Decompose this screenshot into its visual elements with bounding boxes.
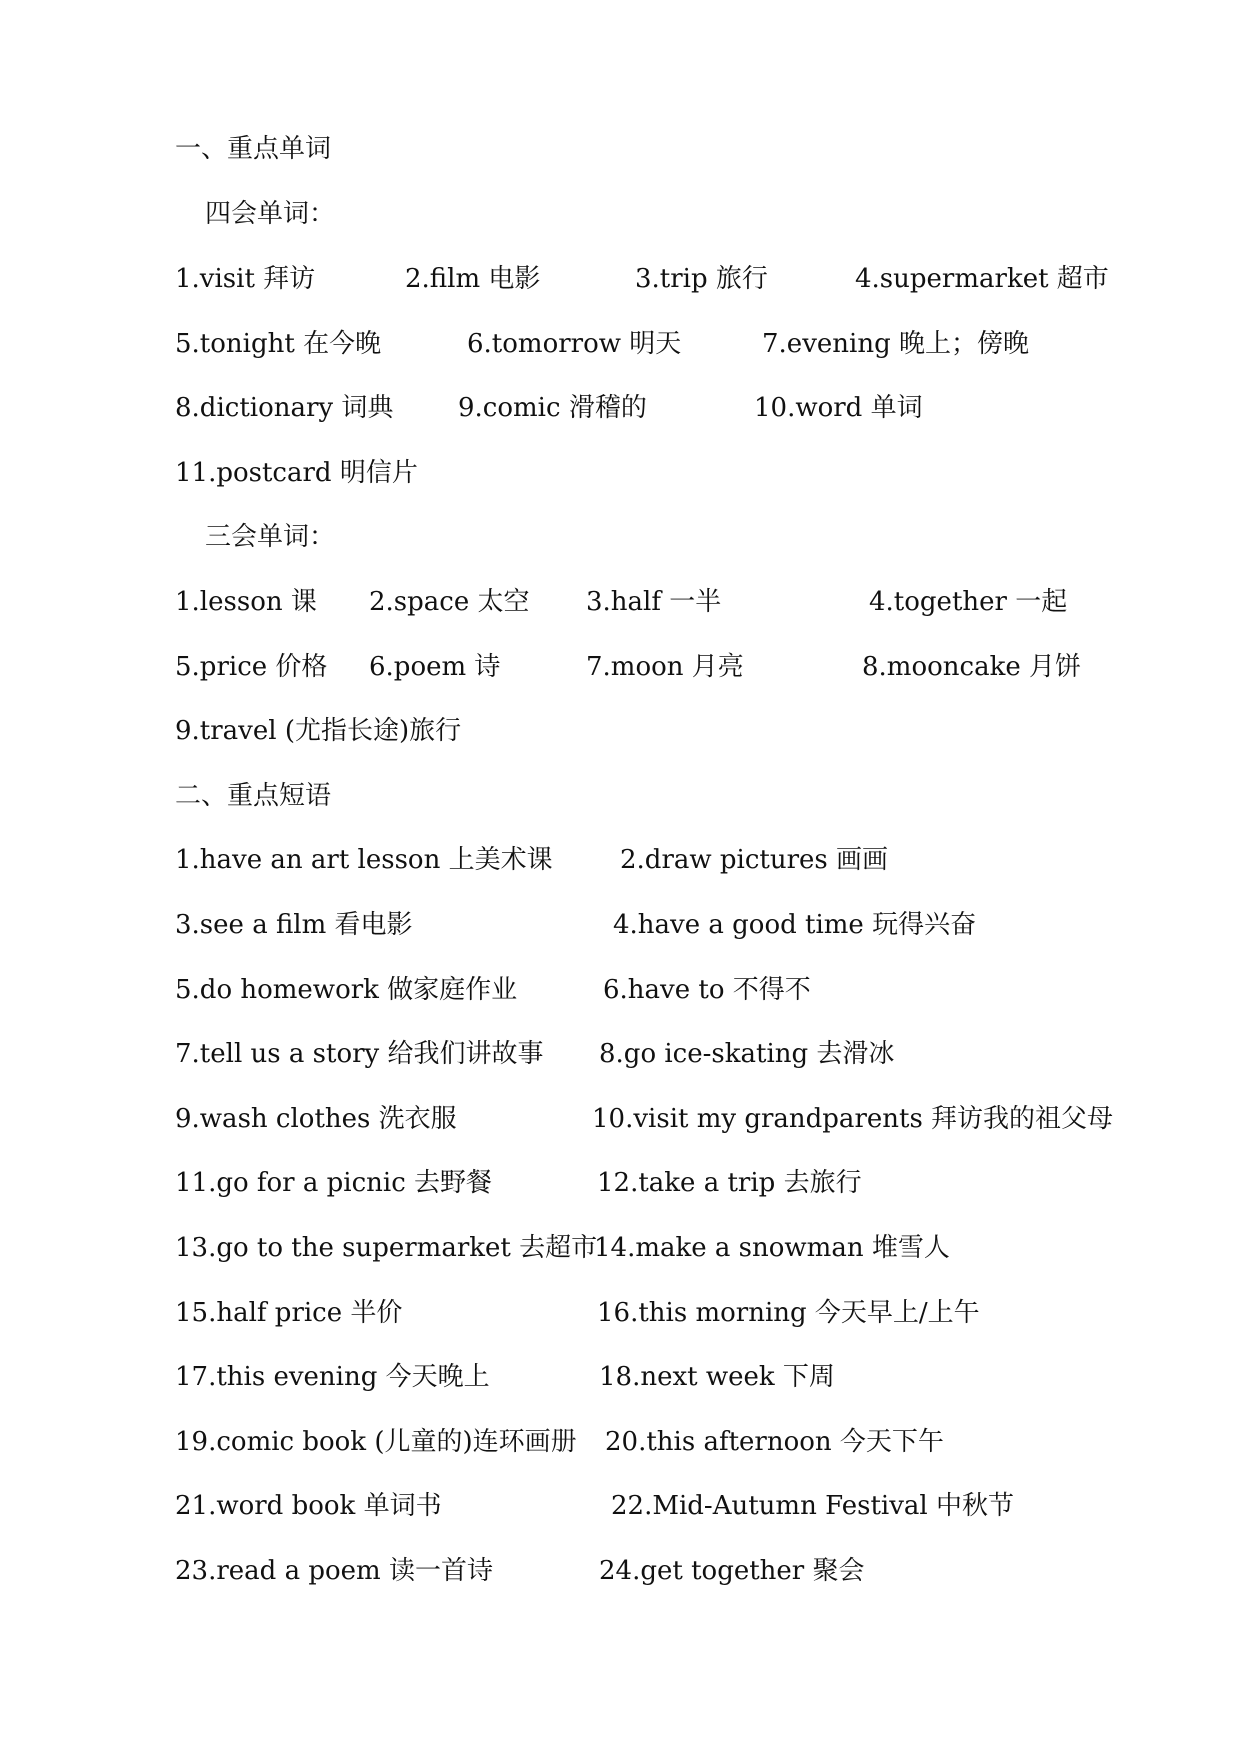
vocab-item: 4.supermarket 超市 xyxy=(855,264,1109,294)
vocab-item: 6.poem 诗 xyxy=(369,652,501,682)
vocab-row xyxy=(0,453,1241,493)
vocab-item: 6.tomorrow 明天 xyxy=(467,329,682,359)
subsection-heading xyxy=(0,517,1241,557)
section-heading xyxy=(0,776,1241,816)
phrase-item: 14.make a snowman 堆雪人 xyxy=(594,1233,950,1263)
vocab-item: 1.visit 拜访 xyxy=(175,264,316,294)
phrase-item: 11.go for a picnic 去野餐 xyxy=(175,1168,493,1198)
phrase-item: 2.draw pictures 画画 xyxy=(620,845,889,875)
vocab-item: 7.moon 月亮 xyxy=(586,652,744,682)
vocab-item: 3.half 一半 xyxy=(586,587,722,617)
phrase-row xyxy=(0,1357,1241,1397)
phrase-item: 1.have an art lesson 上美术课 xyxy=(175,845,553,875)
section-title: 一、重点单词 xyxy=(175,134,332,164)
phrase-row xyxy=(0,1293,1241,1333)
vocab-row xyxy=(0,647,1241,687)
vocab-item: 3.trip 旅行 xyxy=(635,264,768,294)
phrase-item: 12.take a trip 去旅行 xyxy=(597,1168,862,1198)
phrase-item: 6.have to 不得不 xyxy=(603,975,811,1005)
phrase-item: 24.get together 聚会 xyxy=(599,1556,865,1586)
phrase-item: 17.this evening 今天晚上 xyxy=(175,1362,490,1392)
subsection-title: 四会单词： xyxy=(205,199,336,229)
vocab-item: 9.comic 滑稽的 xyxy=(458,393,647,423)
vocab-item: 10.word 单词 xyxy=(754,393,923,423)
vocab-item: 4.together 一起 xyxy=(869,587,1068,617)
phrase-item: 9.wash clothes 洗衣服 xyxy=(175,1104,457,1134)
phrase-row xyxy=(0,1163,1241,1203)
phrase-item: 4.have a good time 玩得兴奋 xyxy=(613,910,977,940)
vocab-item: 9.travel (尤指长途)旅行 xyxy=(175,716,462,746)
phrase-row xyxy=(0,1034,1241,1074)
phrase-item: 16.this morning 今天早上/上午 xyxy=(597,1298,980,1328)
phrase-row xyxy=(0,1422,1241,1462)
vocab-item: 2.film 电影 xyxy=(405,264,541,294)
phrase-item: 15.half price 半价 xyxy=(175,1298,403,1328)
vocab-item: 8.mooncake 月饼 xyxy=(862,652,1081,682)
vocab-row xyxy=(0,324,1241,364)
phrase-item: 3.see a film 看电影 xyxy=(175,910,413,940)
vocab-row xyxy=(0,388,1241,428)
phrase-item: 10.visit my grandparents 拜访我的祖父母 xyxy=(592,1104,1114,1134)
phrase-item: 13.go to the supermarket 去超市 xyxy=(175,1233,598,1263)
phrase-item: 21.word book 单词书 xyxy=(175,1491,442,1521)
phrase-row xyxy=(0,970,1241,1010)
phrase-item: 20.this afternoon 今天下午 xyxy=(605,1427,944,1457)
vocab-row xyxy=(0,711,1241,751)
phrase-row xyxy=(0,1486,1241,1526)
vocab-item: 8.dictionary 词典 xyxy=(175,393,394,423)
phrase-item: 19.comic book (儿童的)连环画册 xyxy=(175,1427,577,1457)
vocab-item: 1.lesson 课 xyxy=(175,587,317,617)
vocab-item: 2.space 太空 xyxy=(369,587,530,617)
vocab-row xyxy=(0,582,1241,622)
phrase-row xyxy=(0,1551,1241,1591)
phrase-item: 5.do homework 做家庭作业 xyxy=(175,975,518,1005)
phrase-item: 8.go ice-skating 去滑冰 xyxy=(599,1039,895,1069)
phrase-item: 7.tell us a story 给我们讲故事 xyxy=(175,1039,544,1069)
phrase-item: 18.next week 下周 xyxy=(599,1362,835,1392)
vocab-item: 5.tonight 在今晚 xyxy=(175,329,382,359)
phrase-item: 23.read a poem 读一首诗 xyxy=(175,1556,493,1586)
phrase-row xyxy=(0,1228,1241,1268)
subsection-title: 三会单词： xyxy=(205,522,336,552)
phrase-item: 22.Mid-Autumn Festival 中秋节 xyxy=(611,1491,1014,1521)
vocab-item: 7.evening 晚上；傍晚 xyxy=(762,329,1029,359)
phrase-row xyxy=(0,840,1241,880)
phrase-row xyxy=(0,905,1241,945)
section-title: 二、重点短语 xyxy=(175,781,332,811)
vocab-item: 5.price 价格 xyxy=(175,652,328,682)
phrase-row xyxy=(0,1099,1241,1139)
section-heading xyxy=(0,129,1241,169)
vocab-item: 11.postcard 明信片 xyxy=(175,458,418,488)
subsection-heading xyxy=(0,194,1241,234)
vocab-row xyxy=(0,259,1241,299)
